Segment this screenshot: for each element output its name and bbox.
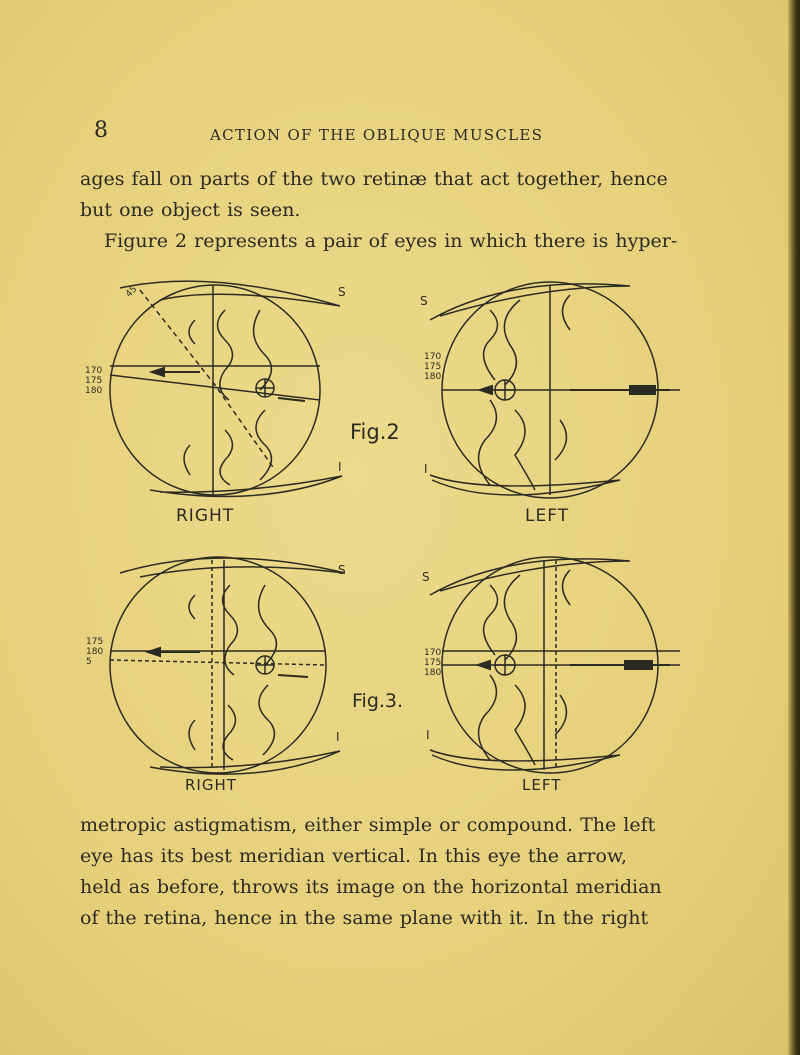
superior-oblique-muscle [120,558,345,577]
inferior-label: I [338,460,342,474]
running-title: ACTION OF THE OBLIQUE MUSCLES [210,126,544,144]
arrowhead [478,661,490,669]
page-edge [788,0,800,1055]
retinal-vessel [259,685,274,755]
retinal-vessel [484,585,498,655]
retinal-vessel [484,310,498,380]
page-number: 8 [94,118,108,143]
figure-3-title: Fig.3. [352,690,404,712]
degree-label: 180 [85,386,103,396]
text-line: metropic astigmatism, either simple or compound. The left [80,814,656,836]
text-line: but one object is seen. [80,199,301,221]
retinal-vessel [504,300,520,385]
oblique-dashed-line [140,290,275,470]
right-eye-degree-scale [86,637,103,667]
fig3-right-eye-diagram [100,555,360,785]
left-eye-label: LEFT [522,776,562,794]
fig2-left-eye-diagram [420,280,690,510]
text-line: eye has its best meridian vertical. In this eye the arrow, [80,845,628,867]
superior-label: S [422,570,430,584]
text-line: ages fall on parts of the two retinæ that act together, hence [80,168,668,190]
paragraph-top [80,164,680,257]
retinal-vessel [189,320,195,344]
degree-label: 175 [424,658,442,668]
right-eye-label: RIGHT [185,776,237,794]
retinal-vessel [189,595,195,619]
eyeball-outline [110,285,320,495]
tilted-meridian [110,375,320,400]
right-eye-degree-scale [85,366,102,396]
retinal-vessel [504,575,520,660]
text-line: Figure 2 represents a pair of eyes in which there is hyper- [104,230,678,252]
left-eye-label: LEFT [525,506,570,526]
degree-label: 180 [86,647,104,657]
retinal-vessel [479,675,497,760]
text-line: of the retina, hence in the same plane with it. In the right [80,907,649,929]
degree-label: 180 [424,372,442,382]
arrowhead [152,368,164,376]
degree-label: 175 [424,362,442,372]
retinal-vessel [555,420,566,460]
fig2-right-eye-diagram [100,280,360,510]
superior-label: S [338,563,346,577]
degree-label: 170 [424,648,442,658]
arrowhead [480,386,492,394]
paragraph-bottom [80,810,680,934]
inferior-oblique-muscle [430,475,620,495]
right-eye-label: RIGHT [176,506,235,526]
retinal-vessel [254,310,272,390]
superior-label: S [338,285,346,299]
fig3-left-eye-diagram [420,555,690,785]
degree-label: 175 [85,376,103,386]
text-line: held as before, throws its image on the horizontal meridian [80,876,662,898]
retinal-vessel [189,720,195,750]
superior-oblique-muscle [430,284,630,320]
degree-label: 170 [85,366,103,376]
retinal-vessel [479,400,497,485]
degree-label: 180 [424,668,442,678]
degree-label: 170 [424,352,442,362]
retinal-vessel [256,410,271,480]
retinal-vessel [515,685,535,765]
retinal-vessel [515,410,535,490]
retinal-vessel [563,295,571,330]
inferior-label: I [426,728,430,742]
left-eye-degree-scale [424,648,441,678]
left-eye-degree-scale [424,352,441,382]
figure-2-title: Fig.2 [350,420,400,444]
superior-oblique-muscle [430,559,630,595]
inferior-oblique-muscle [150,751,340,774]
degree-label: 175 [86,637,104,647]
inferior-label: I [424,462,428,476]
retinal-vessel [218,310,233,400]
superior-oblique-muscle [120,281,340,306]
inferior-oblique-muscle [150,476,342,496]
retinal-vessel [184,445,190,475]
inferior-oblique-muscle [430,750,620,770]
retinal-vessel [259,585,277,665]
superior-label: S [420,294,428,308]
retinal-vessel [223,705,235,760]
retinal-vessel [563,570,571,605]
arrowhead [148,648,160,656]
degree-label: 5 [86,657,92,667]
retinal-vessel [220,430,232,485]
angle-mark: 45 [124,284,140,300]
inferior-label: I [336,730,340,744]
